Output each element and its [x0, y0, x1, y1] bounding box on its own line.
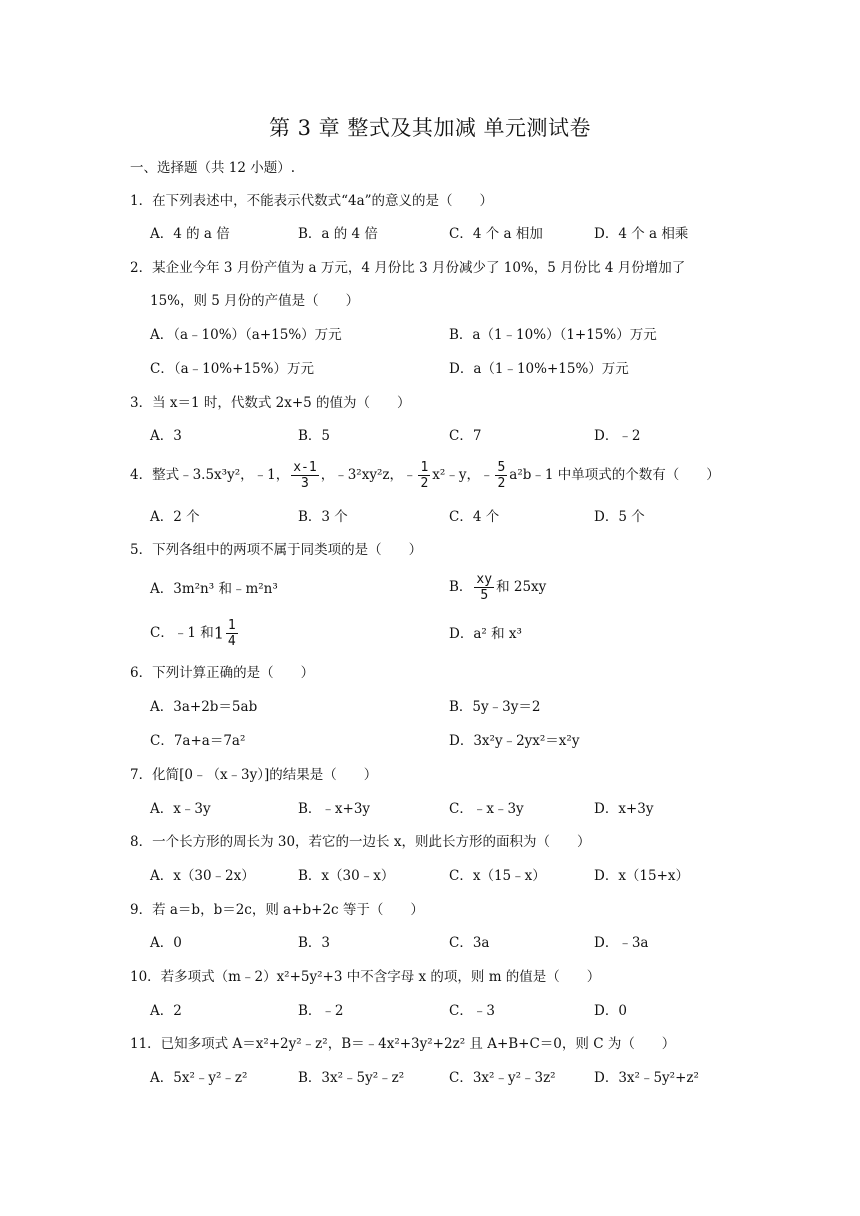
question-11: 11．已知多项式 A＝x²+2y²﹣z²，B＝﹣4x²+3y²+2z² 且 A+B+C＝0，则 C 为（ ）: [130, 1036, 676, 1052]
q6-option-d: D．3x²y﹣2yx²＝x²y: [449, 733, 580, 749]
question-9: 9．若 a＝b，b＝2c，则 a+b+2c 等于（ ）: [130, 902, 424, 918]
q7-option-c: C．﹣x﹣3y: [449, 801, 524, 817]
q1-option-b: B．a 的 4 倍: [298, 226, 378, 242]
q5-option-c-denominator: 4: [227, 634, 236, 650]
question-2-line-1: 2．某企业今年 3 月份产值为 a 万元，4 月份比 3 月份减少了 10%，5 月份比 4 月份增加了: [130, 260, 686, 276]
q4-text-mid-2: x²﹣y，﹣: [432, 467, 494, 483]
question-2-line-2: 15%，则 5 月份的产值是（ ）: [150, 293, 360, 309]
q9-option-d: D．﹣3a: [594, 935, 649, 951]
q10-option-d: D．0: [594, 1003, 627, 1019]
q2-option-c: C．（a﹣10%+15%）万元: [150, 361, 314, 377]
q6-option-b: B．5y﹣3y＝2: [449, 699, 541, 715]
q1-option-d: D．4 个 a 相乘: [594, 226, 689, 242]
q1-option-c: C．4 个 a 相加: [449, 226, 543, 242]
q2-option-d: D．a（1﹣10%+15%）万元: [449, 361, 629, 377]
q7-option-a: A．x﹣3y: [150, 801, 211, 817]
q8-option-d: D．x（15+x）: [594, 868, 690, 884]
q4-option-b: B．3 个: [298, 509, 348, 525]
q4-fraction-3-denominator: 2: [497, 476, 506, 491]
q4-option-c: C．4 个: [449, 509, 500, 525]
q5-option-b-numerator: xy: [476, 572, 493, 587]
q11-option-c: C．3x²﹣y²﹣3z²: [449, 1070, 556, 1086]
q2-option-a: A．（a﹣10%）（a+15%）万元: [150, 327, 342, 343]
question-7: 7．化简[0﹣（x﹣3y）]的结果是（ ）: [130, 767, 378, 783]
q4-fraction-3: [495, 460, 507, 491]
q9-option-a: A．0: [150, 935, 182, 951]
q5-option-c: [150, 616, 240, 651]
page-title: 第 3 章 整式及其加减 单元测试卷: [268, 116, 592, 140]
section-heading: 一、选择题（共 12 小题）.: [130, 160, 296, 176]
q9-option-c: C．3a: [449, 935, 490, 951]
q5-option-b-label: B．: [449, 579, 473, 595]
q3-option-d: D．﹣2: [594, 428, 641, 444]
q8-option-b: B．x（30﹣x）: [298, 868, 395, 884]
q5-option-a: A．3m²n³ 和﹣m²n³: [150, 581, 278, 597]
q5-option-b-fraction: [474, 572, 494, 603]
q5-option-c-label: C．﹣1 和: [150, 625, 214, 641]
q4-option-a: A．2 个: [150, 509, 200, 525]
q5-option-c-mixed-number: [214, 616, 240, 651]
q4-fraction-2-numerator: 1: [420, 460, 429, 475]
question-3: 3．当 x＝1 时，代数式 2x+5 的值为（ ）: [130, 395, 411, 411]
q4-text-post: a²b﹣1 中单项式的个数有（ ）: [509, 467, 720, 483]
q3-option-a: A．3: [150, 428, 182, 444]
q10-option-a: A．2: [150, 1003, 182, 1019]
q6-option-c: C．7a+a＝7a²: [150, 733, 246, 749]
q7-option-b: B．﹣x+3y: [298, 801, 371, 817]
q5-option-c-numerator: 1: [227, 618, 236, 634]
q10-option-b: B．﹣2: [298, 1003, 344, 1019]
q2-option-b: B．a（1﹣10%）（1+15%）万元: [449, 327, 657, 343]
q11-option-b: B．3x²﹣5y²﹣z²: [298, 1070, 405, 1086]
q1-option-a: A．4 的 a 倍: [150, 226, 230, 242]
q4-fraction-3-numerator: 5: [497, 460, 506, 475]
question-1: 1．在下列表述中，不能表示代数式“4a”的意义的是（ ）: [130, 193, 494, 209]
q4-text-mid-1: ，﹣3²xy²z，﹣: [320, 467, 417, 483]
question-4: [130, 458, 720, 492]
q8-option-a: A．x（30﹣2x）: [150, 868, 255, 884]
question-8: 8．一个长方形的周长为 30，若它的一边长 x，则此长方形的面积为（ ）: [130, 834, 591, 850]
q4-text-pre: 4．整式﹣3.5x³y²，﹣1，: [130, 467, 290, 483]
q4-fraction-2-denominator: 2: [420, 476, 429, 491]
q4-fraction-1-denominator: 3: [301, 476, 309, 491]
q3-option-c: C．7: [449, 428, 482, 444]
q9-option-b: B．3: [298, 935, 331, 951]
q5-option-c-whole: 1: [213, 623, 224, 643]
q5-option-c-fraction: [226, 618, 238, 649]
q5-option-b-post: 和 25xy: [496, 579, 547, 595]
question-6: 6．下列计算正确的是（ ）: [130, 665, 315, 681]
q4-fraction-1-numerator: x-1: [293, 460, 317, 475]
q3-option-b: B．5: [298, 428, 331, 444]
q4-fraction-1: [291, 460, 318, 491]
q4-fraction-2: [418, 460, 430, 491]
q11-option-a: A．5x²﹣y²﹣z²: [150, 1070, 248, 1086]
q5-option-b: [449, 570, 546, 604]
q8-option-c: C．x（15﹣x）: [449, 868, 546, 884]
q11-option-d: D．3x²﹣5y²+z²: [594, 1070, 699, 1086]
q7-option-d: D．x+3y: [594, 801, 654, 817]
q10-option-c: C．﹣3: [449, 1003, 495, 1019]
q4-option-d: D．5 个: [594, 509, 645, 525]
question-10: 10．若多项式（m﹣2）x²+5y²+3 中不含字母 x 的项，则 m 的值是（ ）: [130, 969, 601, 985]
question-5: 5．下列各组中的两项不属于同类项的是（ ）: [130, 542, 423, 558]
q6-option-a: A．3a+2b＝5ab: [150, 699, 258, 715]
q5-option-d: D．a² 和 x³: [449, 626, 522, 642]
q5-option-b-denominator: 5: [480, 588, 489, 603]
